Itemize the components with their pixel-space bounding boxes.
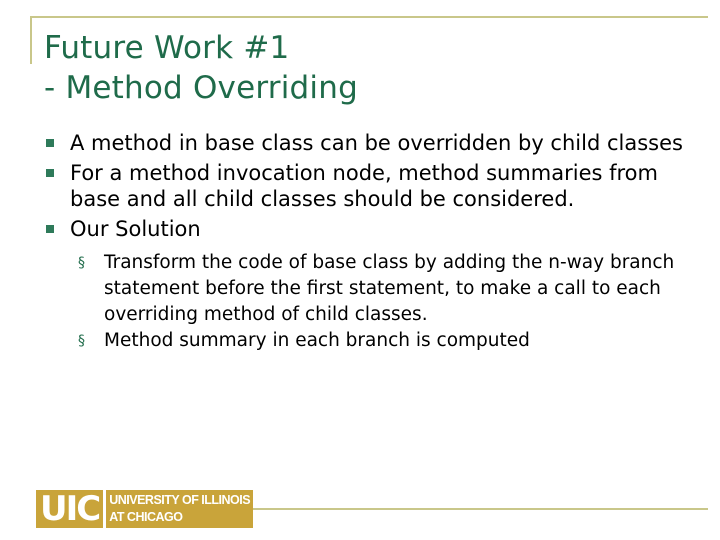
frame-left-line <box>30 16 32 64</box>
square-bullet-icon <box>46 225 54 233</box>
bullet-item <box>44 130 684 156</box>
bullet-text: Our Solution <box>70 217 201 241</box>
frame-bottom-line <box>222 508 708 510</box>
logo-line-2: AT CHICAGO <box>109 510 183 524</box>
sub-bullet-text: Transform the code of base class by adding the n-way branch statement before the first statement, to make a call to each overriding method of child classes. <box>104 252 675 325</box>
uic-logo <box>36 489 251 529</box>
sub-bullet-text: Method summary in each branch is computed <box>104 330 530 351</box>
sub-bullet-item <box>70 250 684 328</box>
sub-bullet-list <box>70 250 684 354</box>
logo-text <box>106 490 253 528</box>
square-bullet-icon <box>46 139 54 147</box>
section-sign-bullet-icon: § <box>78 333 85 349</box>
slide-title <box>44 28 358 108</box>
bullet-text: For a method invocation node, method summaries from base and all child classes should be considered. <box>70 161 658 211</box>
bullet-item <box>44 216 684 354</box>
title-line-1: Future Work #1 <box>44 30 290 66</box>
bullet-item <box>44 160 684 212</box>
sub-bullet-item <box>70 328 684 354</box>
logo-line-1: UNIVERSITY OF ILLINOIS <box>109 493 251 507</box>
bullet-text: A method in base class can be overridden by child classes <box>70 131 683 155</box>
title-line-2: - Method Overriding <box>44 70 358 106</box>
section-sign-bullet-icon: § <box>78 255 85 271</box>
frame-top-line <box>30 16 708 18</box>
logo-mark: UIC <box>36 490 103 528</box>
bullet-list <box>44 130 684 358</box>
square-bullet-icon <box>46 169 54 177</box>
